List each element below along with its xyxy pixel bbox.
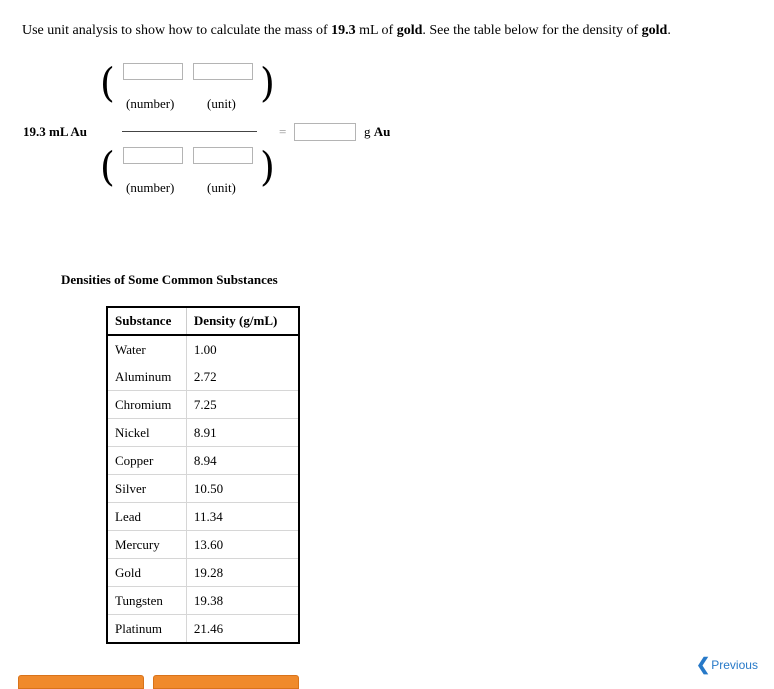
numerator-unit-input[interactable] [193,63,253,80]
table-row [107,503,299,531]
numerator-unit-label: (unit) [207,96,236,111]
answer-unit-label [364,124,390,140]
table-row [107,363,299,391]
right-paren-denominator: ) [260,143,275,191]
left-paren-denominator: ( [100,143,115,191]
action-button-1[interactable] [18,675,144,689]
numerator-number-input[interactable] [123,63,183,80]
table-row [107,475,299,503]
table-row [107,419,299,447]
table-header-row [107,307,299,335]
header-density: Density (g/mL) [186,307,299,335]
substance-cell: Copper [107,447,186,475]
density-cell: 8.94 [186,447,299,475]
given-quantity: 19.3 mL Au [23,124,87,139]
previous-label: Previous [711,657,758,672]
table-row [107,391,299,419]
denominator-unit-input[interactable] [193,147,253,164]
substance-cell: Tungsten [107,587,186,615]
answer-unit-element: Au [373,124,391,139]
density-cell: 1.00 [186,335,299,363]
instruction-text [22,23,671,39]
instruction-part: . [667,23,671,38]
instruction-part: . See the table below for the density of [422,23,642,38]
substance-cell: Nickel [107,419,186,447]
right-paren-numerator: ) [260,59,275,107]
substance-cell: Gold [107,559,186,587]
substance-cell: Platinum [107,615,186,644]
density-cell: 2.72 [193,368,217,384]
density-cell: 10.50 [186,475,299,503]
table-title: Densities of Some Common Substances [61,272,278,287]
table-row [107,587,299,615]
density-cell: 7.25 [186,391,299,419]
numerator-number-label: (number) [126,96,175,111]
table-row [107,615,299,644]
density-cell: 11.34 [186,503,299,531]
equals-sign: = [279,124,287,139]
table-row [107,447,299,475]
density-cell: 19.28 [186,559,299,587]
chevron-left-icon: ❮ [696,655,711,674]
element-name: gold [396,23,423,38]
given-value: 19.3 [331,23,356,38]
substance-cell: Silver [107,475,186,503]
substance-cell: Water [107,335,186,363]
answer-input[interactable] [294,123,356,141]
instruction-part: Use unit analysis to show how to calculate the mass of [22,23,332,38]
table-row [107,531,299,559]
header-substance: Substance [107,307,186,335]
denominator-number-label: (number) [126,180,175,195]
density-cell: 8.91 [186,419,299,447]
answer-unit-g: g [364,124,371,139]
fraction-bar [122,131,257,132]
instruction-part: mL of [355,23,397,38]
substance-cell: Lead [107,503,186,531]
substance-cell: Chromium [107,391,186,419]
action-button-2[interactable] [153,675,299,689]
left-paren-numerator: ( [100,59,115,107]
table-row [107,335,299,363]
density-cell: 19.38 [186,587,299,615]
density-table [106,306,300,644]
denominator-number-input[interactable] [123,147,183,164]
density-cell: 13.60 [186,531,299,559]
element-name: gold [641,23,668,38]
substance-cell: Mercury [107,531,186,559]
denominator-unit-label: (unit) [207,180,236,195]
table-row [107,559,299,587]
substance-cell: Aluminum [107,363,186,391]
density-cell: 21.46 [186,615,299,644]
previous-button[interactable] [696,656,758,673]
